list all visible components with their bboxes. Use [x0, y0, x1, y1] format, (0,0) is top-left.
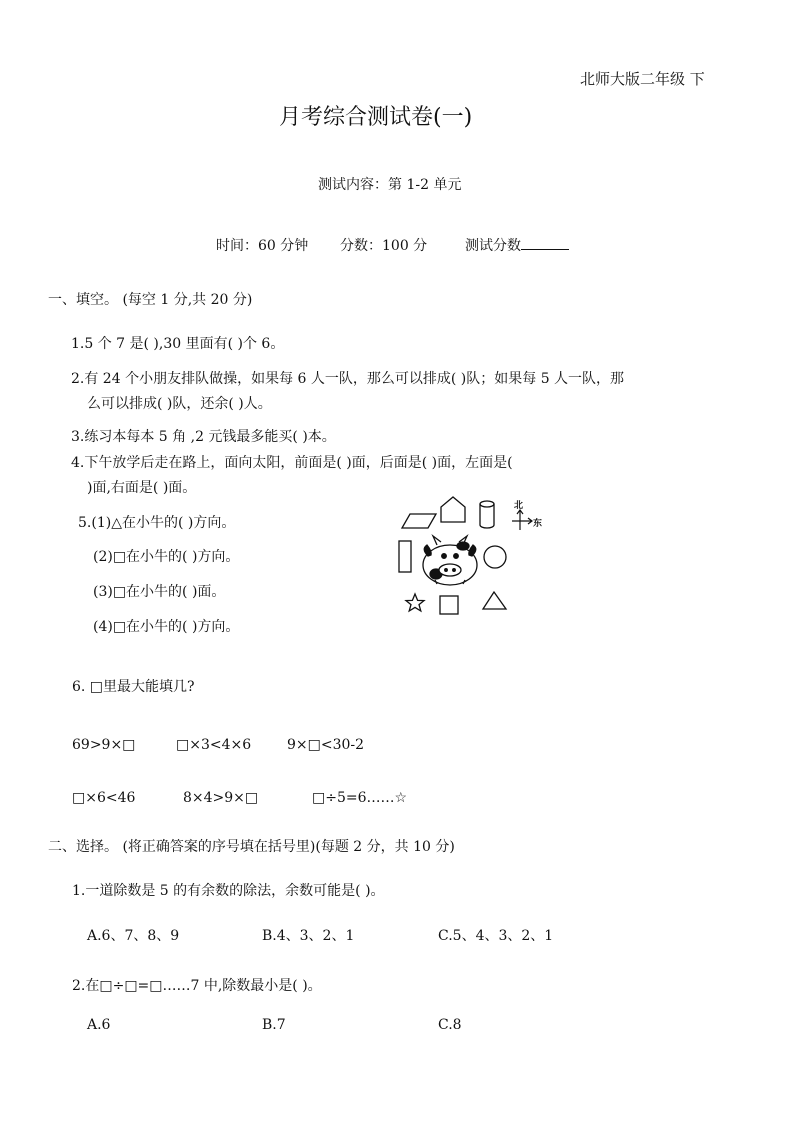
- triangle-icon: [483, 592, 506, 609]
- test-content: 测试内容：第 1-2 单元: [318, 177, 462, 193]
- cow-icon: [423, 536, 477, 585]
- s2-q2-text: 2.在□÷□=□……7 中,除数最小是( )。: [72, 978, 322, 994]
- pentagon-icon: [441, 497, 465, 522]
- q2-text-line1: 2.有 24 个小朋友排队做操，如果每 6 人一队，那么可以排成( )队；如果每 5 人一队，那: [71, 371, 625, 387]
- cylinder-icon: [480, 501, 494, 528]
- q6-item: □÷5=6……☆: [312, 790, 408, 806]
- compass-east-label: 东: [533, 519, 543, 529]
- s2-q1-text: 1.一道除数是 5 的有余数的除法，余数可能是( )。: [72, 883, 385, 899]
- q5-line2: (2)□在小牛的( )方向。: [93, 549, 240, 565]
- time-label: 时间：60 分钟: [216, 238, 309, 254]
- q1-text: 1.5 个 7 是( ),30 里面有( )个 6。: [71, 336, 285, 352]
- section2-heading: 二、选择。 (将正确答案的序号填在括号里)(每题 2 分，共 10 分): [48, 839, 455, 855]
- q6-prompt: 6. □里最大能填几?: [72, 679, 195, 695]
- test-score-label: 测试分数: [465, 238, 521, 254]
- q2-text-line2: 么可以排成( )队，还余( )人。: [87, 396, 272, 412]
- q5-line4: (4)□在小牛的( )方向。: [93, 619, 240, 635]
- edition-label: 北师大版二年级 下: [580, 70, 705, 88]
- compass-north-label: 北: [514, 501, 524, 511]
- q3-text: 3.练习本每本 5 角 ,2 元钱最多能买( )本。: [71, 429, 336, 445]
- test-score: [465, 235, 569, 255]
- s2-q2-option-b: B.7: [262, 1017, 286, 1033]
- q4-text-line2: )面,右面是( )面。: [87, 480, 197, 496]
- q4-text-line1: 4.下午放学后走在路上，面向太阳，前面是( )面，后面是( )面，左面是(: [71, 455, 513, 471]
- s2-q2-option-c: C.8: [438, 1017, 462, 1033]
- s2-q1-option-c: C.5、4、3、2、1: [438, 928, 554, 944]
- q6-item: 9×□<30-2: [287, 737, 365, 753]
- section1-heading: 一、填空。 (每空 1 分,共 20 分): [48, 292, 253, 308]
- q6-item: □×6<46: [72, 790, 136, 806]
- q6-item: □×3<4×6: [176, 737, 252, 753]
- rectangle-icon: [399, 541, 411, 572]
- parallelogram-icon: [402, 514, 436, 528]
- score-label: 分数：100 分: [340, 238, 428, 254]
- q5-line1: 5.(1)△在小牛的( )方向。: [78, 515, 236, 531]
- q5-line3: (3)□在小牛的( )面。: [93, 584, 226, 600]
- star-icon: [406, 594, 424, 611]
- square-icon: [440, 596, 458, 614]
- compass-icon: [512, 510, 532, 530]
- test-score-blank[interactable]: [521, 237, 569, 250]
- circle-icon: [484, 546, 506, 568]
- page-title: 月考综合测试卷(一): [279, 105, 473, 130]
- q6-item: 8×4>9×□: [183, 790, 259, 806]
- s2-q2-option-a: A.6: [87, 1017, 111, 1033]
- s2-q1-option-a: A.6、7、8、9: [87, 928, 180, 944]
- s2-q1-option-b: B.4、3、2、1: [262, 928, 355, 944]
- q6-item: 69>9×□: [72, 737, 136, 753]
